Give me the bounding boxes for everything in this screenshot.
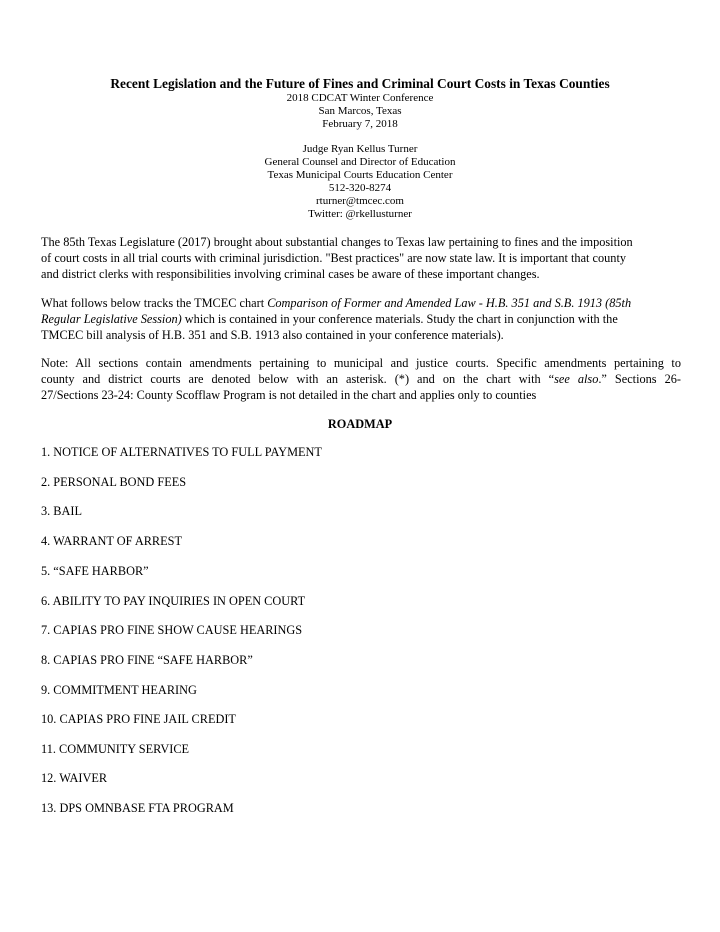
- paragraph-line: 27/Sections 23-24: County Scofflaw Program is not detailed in the chart and applies only to counties: [41, 388, 537, 403]
- intro-paragraph: [41, 234, 681, 283]
- roadmap-item: 8. CAPIAS PRO FINE “SAFE HARBOR”: [41, 653, 253, 667]
- roadmap-item: 5. “SAFE HARBOR”: [41, 564, 149, 578]
- speaker-info: [0, 143, 720, 221]
- paragraph-line: The 85th Texas Legislature (2017) brought about substantial changes to Texas law pertaining to fines and the imposition: [41, 235, 633, 249]
- conference-info: [0, 92, 720, 131]
- paragraph-text: .” Sections 26-: [598, 372, 681, 387]
- conference-date: February 7, 2018: [322, 118, 398, 130]
- paragraph-line: and district clerks with responsibilities involving criminal cases be aware of these important changes.: [41, 267, 540, 282]
- see-also-italic: see also: [554, 372, 599, 387]
- roadmap-item: 2. PERSONAL BOND FEES: [41, 475, 187, 489]
- paragraph-line: [41, 295, 681, 311]
- speaker-email: rturner@tmcec.com: [315, 195, 404, 207]
- speaker-phone: 512-320-8274: [328, 182, 392, 194]
- paragraph-line: TMCEC bill analysis of H.B. 351 and S.B. 1913 also contained in your conference materials).: [41, 328, 504, 343]
- roadmap-item: 3. BAIL: [41, 504, 82, 518]
- chart-reference-paragraph: [41, 295, 681, 344]
- roadmap-item: 11. COMMUNITY SERVICE: [41, 742, 190, 756]
- chart-title-italic: Regular Legislative Session): [41, 312, 182, 327]
- paragraph-line: of court costs in all trial courts with criminal jurisdiction. "Best practices" are now state law. It is important that county: [41, 251, 627, 266]
- roadmap-item: 10. CAPIAS PRO FINE JAIL CREDIT: [41, 712, 236, 726]
- note-paragraph: [41, 355, 681, 404]
- conference-name: 2018 CDCAT Winter Conference: [286, 92, 434, 104]
- paragraph-text: county and district courts are denoted below with an asterisk. (*) and on the chart with “: [41, 372, 555, 387]
- speaker-position: General Counsel and Director of Education: [264, 156, 456, 168]
- roadmap-item: 12. WAIVER: [41, 771, 108, 785]
- roadmap-item: 9. COMMITMENT HEARING: [41, 683, 197, 697]
- chart-title-italic: Comparison of Former and Amended Law - H.B. 351 and S.B. 1913 (85th: [267, 296, 632, 310]
- roadmap-item: 7. CAPIAS PRO FINE SHOW CAUSE HEARINGS: [41, 623, 303, 637]
- paragraph-text: which is contained in your conference materials. Study the chart in conjunction with the: [181, 312, 618, 327]
- roadmap-item: 1. NOTICE OF ALTERNATIVES TO FULL PAYMENT: [41, 445, 322, 459]
- roadmap-item: 6. ABILITY TO PAY INQUIRIES IN OPEN COURT: [41, 594, 306, 608]
- speaker-twitter: Twitter: @rkellusturner: [308, 208, 412, 220]
- roadmap-item: 13. DPS OMNBASE FTA PROGRAM: [41, 801, 234, 815]
- roadmap-item: 4. WARRANT OF ARREST: [41, 534, 182, 548]
- roadmap-heading: ROADMAP: [327, 417, 393, 431]
- speaker-organization: Texas Municipal Courts Education Center: [267, 169, 453, 181]
- paragraph-text: What follows below tracks the TMCEC chart: [41, 296, 268, 310]
- paragraph-line: [41, 311, 681, 327]
- paragraph-line: [41, 371, 681, 387]
- speaker-name: Judge Ryan Kellus Turner: [302, 143, 418, 155]
- paragraph-line: Note: All sections contain amendments pertaining to municipal and justice courts. Specific amendments pertaining to: [41, 356, 681, 370]
- conference-location: San Marcos, Texas: [318, 105, 402, 117]
- document-title: Recent Legislation and the Future of Fines and Criminal Court Costs in Texas Counties: [110, 76, 610, 91]
